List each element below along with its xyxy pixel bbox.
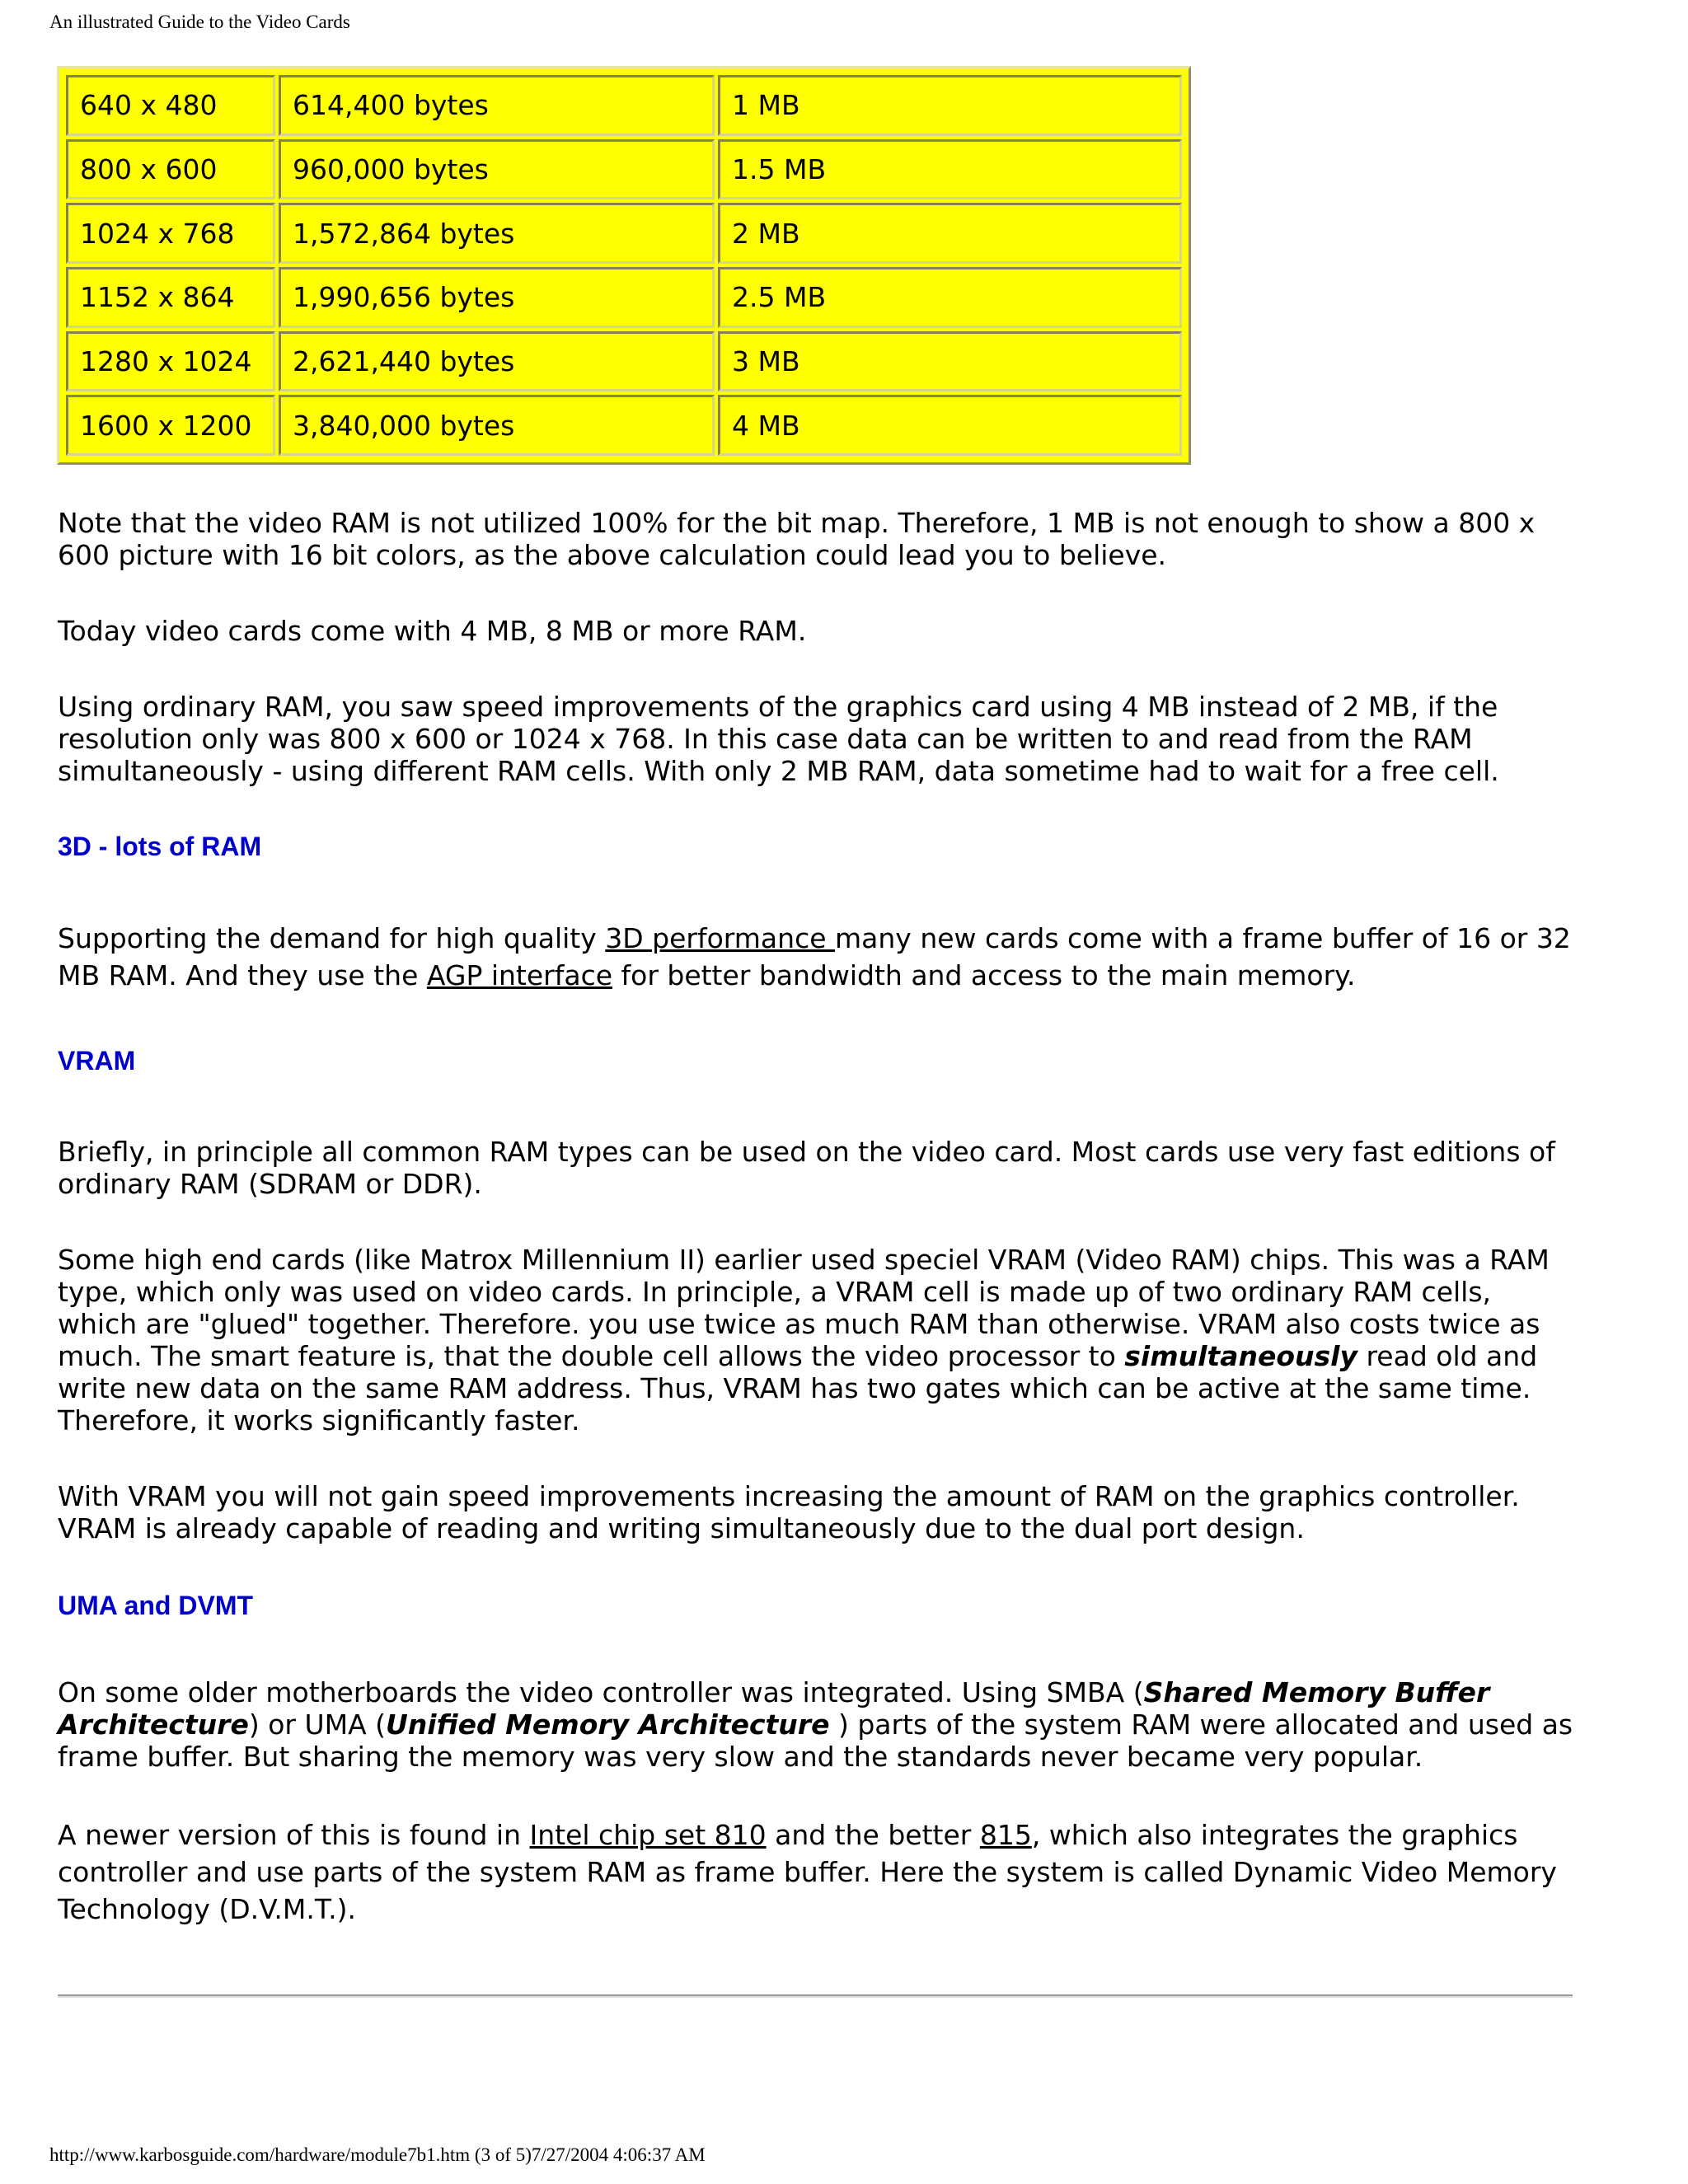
print-header: An illustrated Guide to the Video Cards (49, 12, 350, 32)
section-heading-3d: 3D - lots of RAM (58, 832, 262, 861)
table-row (66, 75, 1182, 136)
table-cell: 1 MB (718, 75, 1182, 136)
table-cell: 800 x 600 (66, 139, 275, 200)
link-815[interactable]: 815 (979, 1819, 1032, 1851)
paragraph: A newer version of this is found in Intel chip set 810 and the better 815, which also integrates the graphics controller and use parts of the system RAM as frame buffer. Here the system is called Dynamic Video Memory Technology (D.V.M.T.). (58, 1819, 1557, 1925)
print-footer: http://www.karbosguide.com/hardware/module7b1.htm (3 of 5)7/27/2004 4:06:37 AM (49, 2144, 706, 2165)
table-cell: 3,840,000 bytes (279, 395, 715, 456)
table-cell: 4 MB (718, 395, 1182, 456)
table-cell: 3 MB (718, 331, 1182, 392)
paragraph: With VRAM you will not gain speed improvements increasing the amount of RAM on the graphics controller. VRAM is already capable of reading and writing simultaneously due to the dual port design. (58, 1480, 1520, 1544)
table-cell: 640 x 480 (66, 75, 275, 136)
table-row (66, 203, 1182, 264)
memory-table (57, 66, 1191, 465)
link-intel-chipset-810[interactable]: Intel chip set 810 (529, 1819, 767, 1851)
section-heading-vram: VRAM (58, 1046, 136, 1076)
paragraph: Today video cards come with 4 MB, 8 MB or more RAM. (58, 615, 807, 647)
paragraph: On some older motherboards the video controller was integrated. Using SMBA (Shared Memory Buffer Architecture) or UMA (Unified Memory Architecture ) parts of the system RAM were allocated and used as frame buffer. But sharing the memory was very slow and the standards never became very popular. (58, 1676, 1573, 1773)
link-3d-performance[interactable]: 3D performance (605, 922, 836, 954)
table-cell: 1,990,656 bytes (279, 267, 715, 328)
table-cell: 614,400 bytes (279, 75, 715, 136)
table-cell: 1.5 MB (718, 139, 1182, 200)
table-row (66, 139, 1182, 200)
section-heading-uma: UMA and DVMT (58, 1591, 254, 1620)
paragraph: Briefly, in principle all common RAM types can be used on the video card. Most cards use very fast editions of ordinary RAM (SDRAM or DDR). (58, 1136, 1555, 1200)
paragraph: Supporting the demand for high quality 3D performance many new cards come with a frame buffer of 16 or 32 MB RAM. And they use the AGP interface for better bandwidth and access to the main memory. (58, 922, 1571, 991)
table-row (66, 267, 1182, 328)
emphasis: Unified Memory Architecture (386, 1708, 830, 1741)
table-cell: 1024 x 768 (66, 203, 275, 264)
table-cell: 1,572,864 bytes (279, 203, 715, 264)
article-body (58, 507, 1574, 1928)
paragraph: Note that the video RAM is not utilized 100% for the bit map. Therefore, 1 MB is not enough to show a 800 x 600 picture with 16 bit colors, as the above calculation could lead you to believe. (58, 507, 1536, 571)
table-row (66, 331, 1182, 392)
table-cell: 2,621,440 bytes (279, 331, 715, 392)
horizontal-rule (58, 1994, 1573, 1998)
table-cell: 1152 x 864 (66, 267, 275, 328)
link-agp-interface[interactable]: AGP interface (426, 959, 613, 991)
emphasis: simultaneously (1124, 1340, 1357, 1372)
paragraph: Using ordinary RAM, you saw speed improvements of the graphics card using 4 MB instead of 2 MB, if the resolution only was 800 x 600 or 1024 x 768. In this case data can be written to and read from the RAM simultaneously - using different RAM cells. With only 2 MB RAM, data sometime had to wait for a free cell. (58, 691, 1499, 787)
emphasis: Shared Memory Buffer Architecture (58, 1676, 1490, 1741)
paragraph: Some high end cards (like Matrox Millennium II) earlier used speciel VRAM (Video RAM) chips. This was a RAM type, which only was used on video cards. In principle, a VRAM cell is made up of two ordinary RAM cells, which are "glued" together. Therefore. you use twice as much RAM than otherwise. VRAM also costs twice as much. The smart feature is, that the double cell allows the video processor to simultaneously read old and write new data on the same RAM address. Thus, VRAM has two gates which can be active at the same time. Therefore, it works significantly faster. (58, 1244, 1550, 1436)
table-cell: 1280 x 1024 (66, 331, 275, 392)
table-cell: 1600 x 1200 (66, 395, 275, 456)
table-cell: 2.5 MB (718, 267, 1182, 328)
table-cell: 960,000 bytes (279, 139, 715, 200)
table-row (66, 395, 1182, 456)
table-cell: 2 MB (718, 203, 1182, 264)
